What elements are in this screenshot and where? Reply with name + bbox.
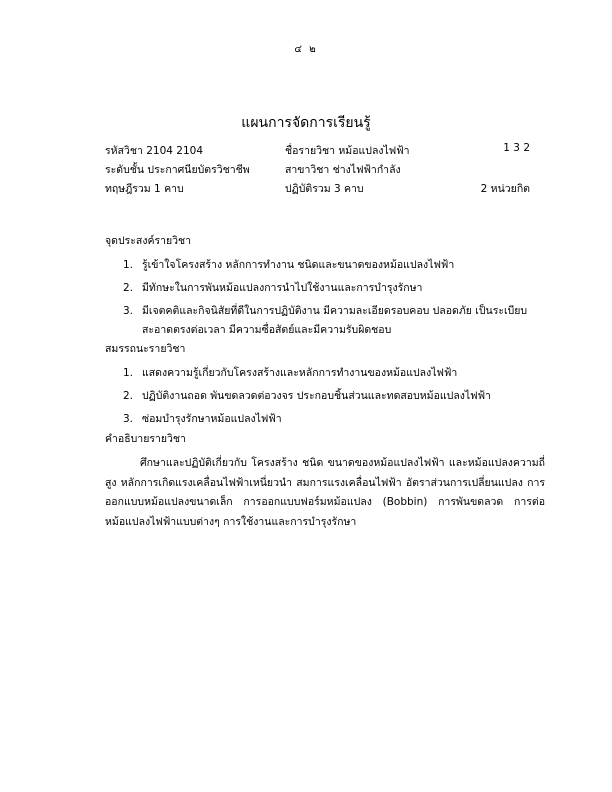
competencies-list bbox=[105, 364, 545, 429]
course-info-row bbox=[105, 142, 530, 161]
objectives-heading: จุดประสงค์รายวิชา bbox=[105, 235, 192, 247]
list-item-text: แสดงความรู้เกี่ยวกับโครงสร้างและหลักการทำงานของหม้อแปลงไฟฟ้า bbox=[142, 367, 458, 379]
credit-units: 2 หน่วยกิต bbox=[480, 183, 530, 195]
list-item-text: มีทักษะในการพันหม้อแปลงการนำไปใช้งานและการบำรุงรักษา bbox=[142, 282, 423, 294]
course-code: รหัสวิชา 2104 2104 bbox=[105, 145, 204, 157]
course-major: สาขาวิชา ช่างไฟฟ้ากำลัง bbox=[285, 164, 401, 176]
list-item bbox=[105, 279, 545, 298]
list-item bbox=[105, 410, 545, 429]
objectives-section bbox=[105, 232, 545, 344]
list-item bbox=[105, 387, 545, 406]
course-level: ระดับชั้น ประกาศนียบัตรวิชาชีพ bbox=[105, 164, 250, 176]
list-item-text: ปฏิบัติงานถอด พันขดลวดต่อวงจร ประกอบชิ้นส่วนและทดสอบหม้อแปลงไฟฟ้า bbox=[142, 390, 491, 402]
practice-hours: ปฏิบัติรวม 3 คาบ bbox=[285, 183, 364, 195]
list-item-text: ซ่อมบำรุงรักษาหม้อแปลงไฟฟ้า bbox=[142, 413, 282, 425]
page-number: ๔ ๒ bbox=[294, 44, 318, 55]
list-number: 2. bbox=[123, 282, 134, 294]
page-title: แผนการจัดการเรียนรู้ bbox=[241, 115, 371, 131]
description-heading: คำอธิบายรายวิชา bbox=[105, 433, 186, 445]
list-number: 2. bbox=[123, 390, 134, 402]
list-item bbox=[105, 302, 545, 340]
list-number: 3. bbox=[123, 305, 134, 317]
credit-hours-code: 1 3 2 bbox=[503, 142, 530, 154]
list-number: 1. bbox=[123, 367, 134, 379]
competencies-heading: สมรรถนะรายวิชา bbox=[105, 343, 186, 355]
list-number: 3. bbox=[123, 413, 134, 425]
course-info-row bbox=[105, 161, 530, 180]
description-text: ศึกษาและปฏิบัติเกี่ยวกับ โครงสร้าง ชนิด ขนาดของหม้อแปลงไฟฟ้า และหม้อแปลงความถี่สูง หลักการเกิดแรงเคลื่อนไฟฟ้าเหนี่ยวนำ สมการแรงเคลื่อนไฟฟ้า อัตราส่วนการเปลี่ยนแปลง การออกแบบหม้อแปลงขนาดเล็ก การออกแบบฟอร์มหม้อแปลง (Bobbin) การพันขดลวด การต่อหม้อแปลงไฟฟ้าแบบต่างๆ การใช้งานและการบำรุงรักษา bbox=[105, 457, 545, 528]
course-name: ชื่อรายวิชา หม้อแปลงไฟฟ้า bbox=[285, 145, 410, 157]
list-item-text: มีเจตคติและกิจนิสัยที่ดีในการปฏิบัติงาน มีความละเอียดรอบคอบ ปลอดภัย เป็นระเบียบ สะอาดตรงต่อเวลา มีความซื่อสัตย์และมีความรับผิดชอบ bbox=[142, 305, 528, 336]
list-item-text: รู้เข้าใจโครงสร้าง หลักการทำงาน ชนิดและขนาดของหม้อแปลงไฟฟ้า bbox=[142, 259, 455, 271]
list-item bbox=[105, 256, 545, 275]
objectives-list bbox=[105, 256, 545, 340]
list-item bbox=[105, 364, 545, 383]
course-info bbox=[105, 142, 530, 199]
theory-hours: ทฤษฎีรวม 1 คาบ bbox=[105, 183, 184, 195]
competencies-section bbox=[105, 340, 545, 433]
list-number: 1. bbox=[123, 259, 134, 271]
description-section bbox=[105, 430, 545, 532]
course-info-row bbox=[105, 180, 530, 199]
